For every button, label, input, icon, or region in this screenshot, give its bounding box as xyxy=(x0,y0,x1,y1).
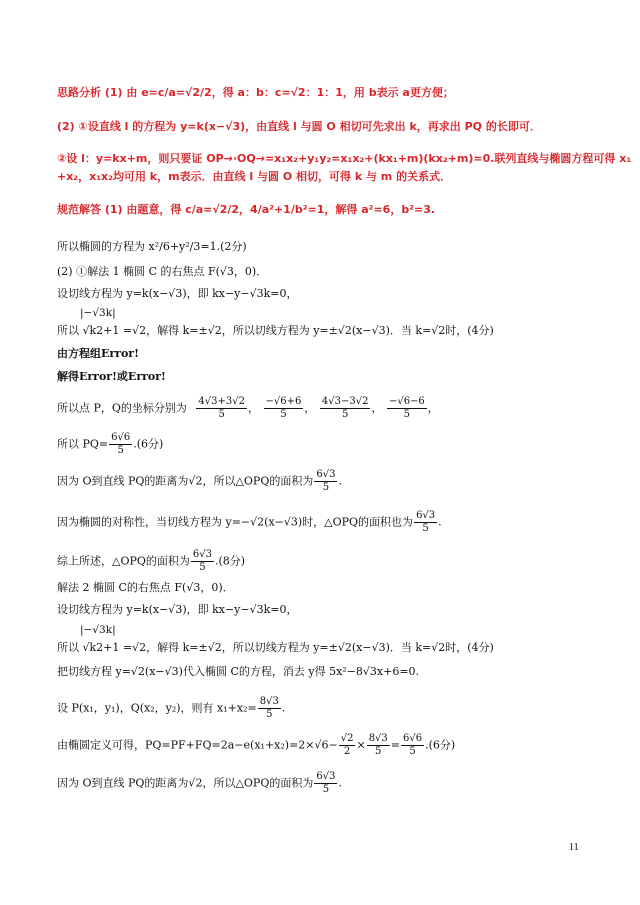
solution-line-7: 所以点 P，Q的坐标分别为 $\frac{4√3+3√2}{5}$ ， $\frac{-√6+6}{5}$ ， $\frac{4√3-3√2}{5}$ ， $\frac{-√6-6}{5}$ ， xyxy=(57,396,439,420)
points-label: 所以点 P，Q的坐标分别为 xyxy=(57,401,187,415)
solution-line-3: 设切线方程为 y=k(x−√3)，即 kx−y−√3k=0， xyxy=(57,287,298,300)
area-text: 因为 O到直线 PQ的距离为√2，所以△OPQ的面积为 xyxy=(57,474,314,488)
fraction-e xyxy=(339,733,356,758)
analysis-line-1: 思路分析 (1) 由 e=c/a=√2/2，得 a：b：c=√2：1：1，用 b表示 a更方便； xyxy=(57,86,454,99)
frac-num: 6√6 xyxy=(111,432,131,443)
frac-num: 6√3 xyxy=(192,549,213,560)
solution-line-8 xyxy=(57,432,163,457)
solution-line-12: 解法 2 椭圆 C的右焦点 F(√3，0)． xyxy=(57,581,234,594)
frac-den: 5 xyxy=(117,445,124,456)
frac-num: 8√3 xyxy=(259,696,279,707)
frac-den: 5 xyxy=(322,482,330,493)
vieta-text: 设 P(x₁，y₁)，Q(x₂，y₂)，则有 x₁+x₂= xyxy=(57,701,257,715)
score-note: .(8分) xyxy=(215,554,246,568)
fraction-area-4 xyxy=(314,771,337,796)
frac-num: 6√3 xyxy=(316,469,336,480)
frac-num: 6√6 xyxy=(403,733,423,744)
pq-label: 所以 PQ= xyxy=(57,437,109,451)
fraction-py-q xyxy=(387,396,427,421)
page-number: 11 xyxy=(569,842,579,853)
frac-num: 4√3+3√2 xyxy=(198,396,245,407)
frac-den: 5 xyxy=(375,746,382,757)
frac-den: 5 xyxy=(322,784,330,795)
solution-line-16: 设 P(x₁，y₁)，Q(x₂，y₂)，则有 x₁+x₂= $\frac{8√3}{5}$ . xyxy=(57,696,286,720)
ellipse-def-text: 由椭圆定义可得，PQ=PF+FQ=2a−e(x₁+x₂)=2×√6− xyxy=(57,738,338,752)
fraction-area-3 xyxy=(191,549,214,574)
fraction-pq-2 xyxy=(401,733,424,758)
frac-den: 5 xyxy=(422,523,429,534)
frac-num: 6√3 xyxy=(316,771,336,782)
solution-line-6: 解得Error!或Error! xyxy=(57,370,166,383)
frac-den: 5 xyxy=(218,409,225,420)
analysis-line-2: (2) ①设直线 l 的方程为 y=k(x−√3)，由直线 l 与圆 O 相切可先求出 k，再求出 PQ 的长即可． xyxy=(57,120,541,133)
fraction-sum-2 xyxy=(367,733,390,758)
frac-den: 5 xyxy=(266,709,273,720)
fraction-area xyxy=(314,469,337,494)
abs-numerator-1: |−√3k| xyxy=(80,307,116,319)
summary-text: 综上所述，△OPQ的面积为 xyxy=(57,554,190,568)
symmetry-text: 因为椭圆的对称性，当切线方程为 y=−√2(x−√3)时，△OPQ的面积也为 xyxy=(57,515,414,529)
frac-den: 5 xyxy=(409,746,416,757)
frac-num: 8√3 xyxy=(368,733,388,744)
times-sign: × xyxy=(356,738,366,752)
frac-den: 5 xyxy=(199,562,206,573)
equals-sign: = xyxy=(390,738,401,752)
analysis-line-4: +x₂，x₁x₂均可用 k，m表示．由直线 l 与圆 O 相切，可得 k 与 m 的关系式． xyxy=(57,170,452,183)
abs-numerator-2: |−√3k| xyxy=(80,624,116,636)
frac-num: 6√3 xyxy=(416,510,436,521)
solution-line-18: 因为 O到直线 PQ的距离为√2，所以△OPQ的面积为 $\frac{6√3}{5}$ . xyxy=(57,771,342,795)
solution-line-15: 把切线方程 y=√2(x−√3)代入椭圆 C的方程，消去 y得 5x²−8√3x+6=0. xyxy=(57,665,420,678)
solution-line-17 xyxy=(57,733,455,758)
frac-num: 4√3−3√2 xyxy=(321,396,369,407)
fraction-px-p xyxy=(196,396,247,421)
fraction-py-p xyxy=(264,396,304,421)
score-note: .(6分) xyxy=(425,738,456,752)
analysis-line-3: ②设 l：y=kx+m，则只要证 OP→·OQ→=x₁x₂+y₁y₂=x₁x₂+(kx₁+m)(kx₂+m)=0.联列直线与椭圆方程可得 x₁ xyxy=(57,152,632,165)
frac-den: 2 xyxy=(343,746,351,757)
fraction-pq xyxy=(109,432,132,457)
solution-line-14: 所以 √k2+1 =√2，解得 k=±√2，所以切线方程为 y=±√2(x−√3)．当 k=√2时，(4分) xyxy=(57,641,494,654)
solution-line-10: 因为椭圆的对称性，当切线方程为 y=−√2(x−√3)时，△OPQ的面积也为 $\frac{6√3}{5}$ . xyxy=(57,510,442,534)
frac-num: −√6+6 xyxy=(265,396,302,407)
solution-line-2: (2) ①解法 1 椭圆 C 的右焦点 F(√3，0)． xyxy=(57,265,268,278)
analysis-line-5: 规范解答 (1) 由题意，得 c/a=√2/2，4/a²+1/b²=1，解得 a²=6，b²=3. xyxy=(57,203,436,216)
solution-line-13: 设切线方程为 y=k(x−√3)，即 kx−y−√3k=0， xyxy=(57,603,298,616)
fraction-area-2 xyxy=(414,510,437,535)
score-note: .(6分) xyxy=(133,437,164,451)
solution-line-9: 因为 O到直线 PQ的距离为√2，所以△OPQ的面积为 $\frac{6√3}{5}$ . xyxy=(57,469,342,493)
fraction-px-q xyxy=(320,396,371,421)
fraction-sum xyxy=(258,696,281,721)
solution-line-1: 所以椭圆的方程为 x²/6+y²/3=1.(2分) xyxy=(57,240,247,253)
frac-num: √2 xyxy=(340,733,354,744)
area-text-2: 因为 O到直线 PQ的距离为√2，所以△OPQ的面积为 xyxy=(57,776,314,790)
solution-line-11 xyxy=(57,549,245,574)
frac-den: 5 xyxy=(341,409,349,420)
frac-den: 5 xyxy=(280,409,287,420)
solution-line-5: 由方程组Error! xyxy=(57,347,139,360)
frac-den: 5 xyxy=(403,409,411,420)
solution-line-4: 所以 √k2+1 =√2，解得 k=±√2，所以切线方程为 y=±√2(x−√3)．当 k=√2时，(4分) xyxy=(57,324,494,337)
frac-num: −√6−6 xyxy=(388,396,425,407)
